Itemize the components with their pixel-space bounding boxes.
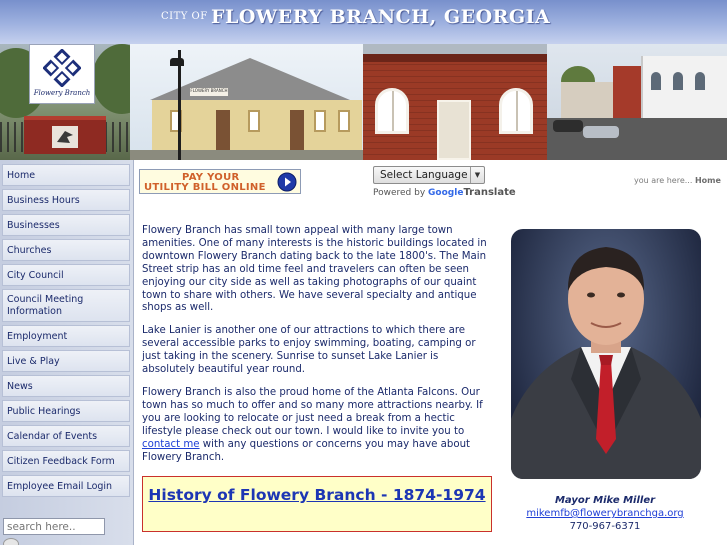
dogwood-flower-logo-icon	[43, 49, 81, 87]
google-wordmark	[428, 188, 463, 198]
article-paragraph: Flowery Branch has small town appeal with many large town amenities. One of many interests is the historic buildings located in downtown Flowery Branch dating back to the late 1800's. The Main Street strip has an old time feel and travelers can often be seen enjoying our city side as well as taking photographs of our quaint town to share with others. We have several specialty and antique shops as well.	[142, 225, 487, 314]
pay-banner-line2: UTILITY BILL ONLINE	[144, 182, 266, 193]
search-input[interactable]	[3, 518, 105, 535]
breadcrumb	[634, 176, 721, 185]
mayor-portrait	[511, 229, 701, 479]
storefront-white	[641, 56, 727, 126]
mayor-photo	[511, 229, 701, 479]
article-paragraph: Lake Lanier is another one of our attractions to which there are several accessible parks to enjoy swimming, boating, camping or just taking in the scenery. Sunrise to sunset Lake Lanier is absolutely beautiful year round.	[142, 325, 476, 376]
brick-cornice	[363, 54, 547, 62]
lamp-head	[170, 58, 184, 66]
site-title: FLOWERY BRANCH, GEORGIA	[211, 6, 551, 28]
history-box	[142, 476, 492, 532]
sidebar-item-city-council[interactable]: City Council	[2, 264, 130, 286]
tree	[92, 44, 130, 114]
google-translate-credit	[373, 187, 516, 198]
article-text: with any questions or concerns you may have about Flowery Branch.	[142, 438, 471, 463]
sidebar-item-employment[interactable]: Employment	[2, 325, 130, 347]
powered-by-text: Powered by	[373, 188, 426, 198]
depot-ground	[130, 150, 363, 160]
arched-window	[375, 88, 409, 134]
sidebar-item-churches[interactable]: Churches	[2, 239, 130, 261]
sidebar	[0, 160, 134, 545]
breadcrumb-home-link[interactable]: Home	[694, 176, 721, 185]
intro-article	[142, 225, 494, 474]
depot-window	[248, 110, 260, 132]
language-select-label: Select Language	[380, 169, 468, 181]
header-photo-strip	[0, 44, 727, 160]
sidebar-item-citizen-feedback-form[interactable]: Citizen Feedback Form	[2, 450, 130, 472]
play-arrow-icon	[277, 172, 297, 192]
article-text: Flowery Branch is also the proud home of the Atlanta Falcons. Our town has so much to offer and so many more attractions nearby. If you are looking to relocate or just need a break from a hectic lifestyle please check out our town. I would like to invite you to	[142, 386, 483, 437]
brick-building-door	[437, 100, 471, 160]
storefront	[561, 82, 613, 122]
mayor-name: Mayor Mike Miller	[554, 495, 656, 506]
storefront-window	[673, 72, 683, 90]
depot-window	[338, 110, 350, 132]
depot-window	[314, 110, 326, 132]
logo-text: Flowery Branch	[33, 89, 91, 97]
car	[583, 126, 619, 138]
sidebar-item-live-and-play[interactable]: Live & Play	[2, 350, 130, 372]
sidebar-item-council-meeting-information[interactable]: Council Meeting Information	[2, 289, 130, 322]
falcons-logo-panel	[52, 126, 78, 148]
photo-falcons-sign	[0, 44, 130, 160]
photo-brick-building	[363, 44, 547, 160]
sidebar-item-news[interactable]: News	[2, 375, 130, 397]
google-word: Google	[428, 188, 464, 198]
history-link[interactable]: History of Flowery Branch - 1874-1974	[148, 486, 486, 504]
translate-word: Translate	[463, 187, 516, 198]
photo-main-street	[547, 44, 727, 160]
depot-sign: FLOWERY BRANCH	[190, 88, 228, 96]
sidebar-item-home[interactable]: Home	[2, 164, 130, 186]
mayor-phone: 770-967-6371	[569, 521, 641, 532]
car	[553, 120, 583, 132]
sidebar-item-public-hearings[interactable]: Public Hearings	[2, 400, 130, 422]
falcon-icon	[52, 126, 78, 148]
sidebar-item-employee-email-login[interactable]: Employee Email Login	[2, 475, 130, 497]
storefront-window	[695, 72, 705, 90]
depot-door	[216, 110, 230, 152]
lamp-post	[178, 50, 181, 160]
storefront-red	[613, 66, 643, 126]
photo-train-depot	[130, 44, 363, 160]
chevron-down-icon: ▼	[470, 167, 484, 183]
search-go-icon[interactable]	[3, 538, 19, 545]
language-select[interactable]	[373, 166, 485, 184]
mayor-email-link[interactable]: mikemfb@flowerybranchga.org	[526, 508, 684, 519]
city-prefix: CITY OF	[161, 11, 208, 22]
title-bar	[0, 0, 727, 44]
depot-door	[290, 110, 304, 152]
sidebar-item-calendar-of-events[interactable]: Calendar of Events	[2, 425, 130, 447]
site-header	[0, 0, 727, 160]
falcons-sign	[24, 116, 106, 154]
article-paragraph	[142, 387, 494, 464]
pay-banner-line1: PAY YOUR	[182, 172, 240, 183]
storefront-window	[651, 72, 661, 90]
arched-window	[499, 88, 533, 134]
pay-utility-bill-button[interactable]	[139, 169, 301, 194]
sidebar-item-business-hours[interactable]: Business Hours	[2, 189, 130, 211]
breadcrumb-prefix: you are here...	[634, 176, 693, 185]
city-logo[interactable]	[29, 44, 95, 104]
sidebar-nav	[0, 160, 133, 497]
sidebar-item-businesses[interactable]: Businesses	[2, 214, 130, 236]
contact-me-link[interactable]: contact me	[142, 438, 200, 450]
